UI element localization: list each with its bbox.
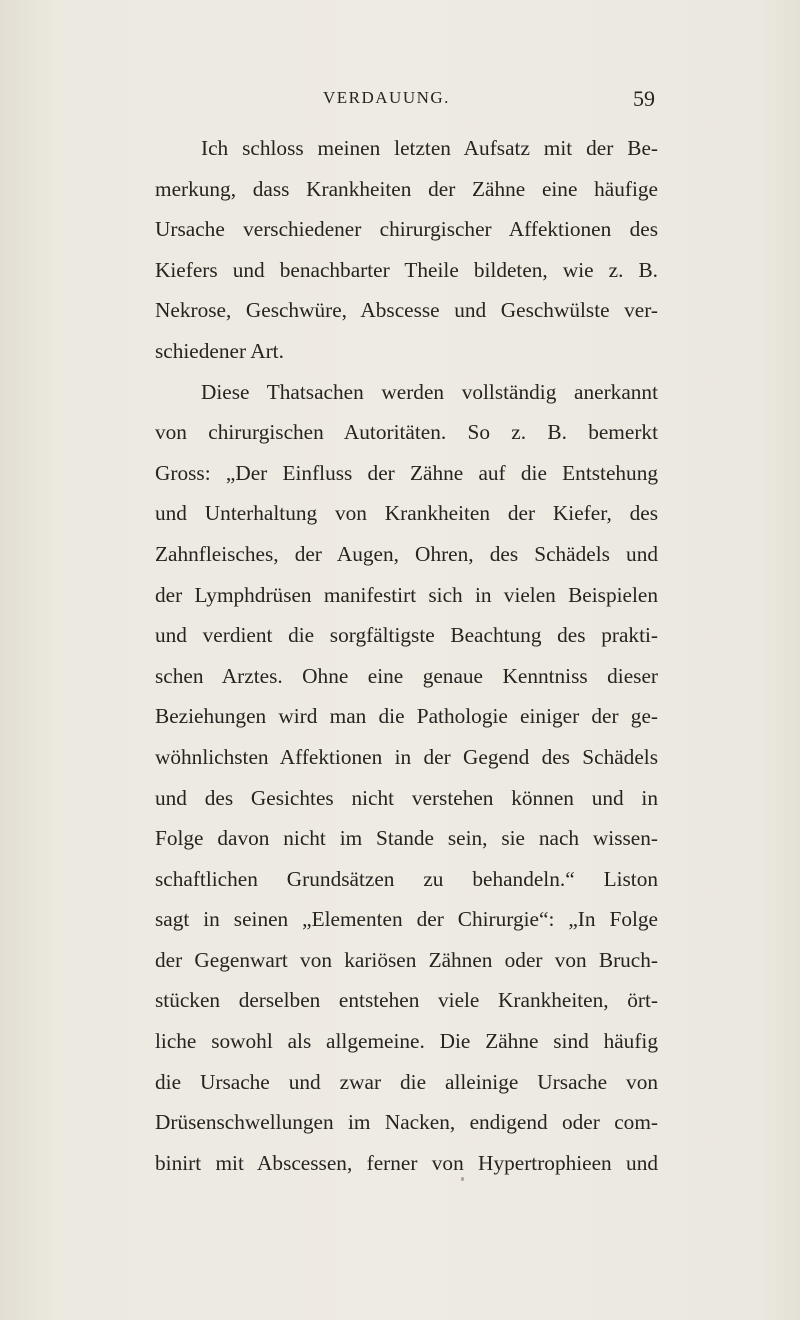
text-line: schiedener Art. [155,338,284,363]
text-line: und Unterhaltung von Krankheiten der Kiefer, des [155,501,658,526]
text-line: und des Gesichtes nicht verstehen können und in [155,785,658,810]
text-line: von chirurgischen Autoritäten. So z. B. bemerkt [155,420,658,445]
text-line: und verdient die sorgfältigste Beachtung des prakti- [155,623,658,648]
text-line: stücken derselben entstehen viele Krankheiten, ört- [155,988,658,1013]
text-line: wöhnlichsten Affektionen in der Gegend des Schädels [155,744,658,769]
text-line: Folge davon nicht im Stande sein, sie nach wissen- [155,826,658,851]
text-line: schaftlichen Grundsätzen zu behandeln.“ Liston [155,866,658,891]
ink-speck [461,1177,464,1181]
text-line: Diese Thatsachen werden vollständig anerkannt [201,379,658,404]
text-line: merkung, dass Krankheiten der Zähne eine häufige [155,176,658,201]
text-line: der Gegenwart von kariösen Zähnen oder von Bruch- [155,947,658,972]
text-line: Kiefers und benachbarter Theile bildeten, wie z. B. [155,257,658,282]
running-title: VERDAUUNG. [323,88,450,107]
text-line: Nekrose, Geschwüre, Abscesse und Geschwülste ver- [155,298,658,323]
text-line: schen Arztes. Ohne eine genaue Kenntniss dieser [155,663,658,688]
text-line: Zahnfleisches, der Augen, Ohren, des Schädels und [155,541,658,566]
running-head [155,88,655,118]
text-line: die Ursache und zwar die alleinige Ursache von [155,1069,658,1094]
text-line: Ich schloss meinen letzten Aufsatz mit der Be- [201,136,658,160]
text-line: Ursache verschiedener chirurgischer Affektionen des [155,217,658,242]
text-line: Gross: „Der Einfluss der Zähne auf die Entstehung [155,460,658,485]
text-line: Beziehungen wird man die Pathologie einiger der ge- [155,704,658,729]
text-line: binirt mit Abscessen, ferner von Hypertrophieen und [155,1150,658,1175]
text-line: liche sowohl als allgemeine. Die Zähne sind häufig [155,1029,658,1054]
text-line: der Lymphdrüsen manifestirt sich in vielen Beispielen [155,582,658,607]
body-text [155,128,658,1183]
page-number: 59 [633,86,655,111]
text-line: sagt in seinen „Elementen der Chirurgie“: „In Folge [155,907,658,932]
text-line: Drüsenschwellungen im Nacken, endigend oder com- [155,1110,658,1135]
